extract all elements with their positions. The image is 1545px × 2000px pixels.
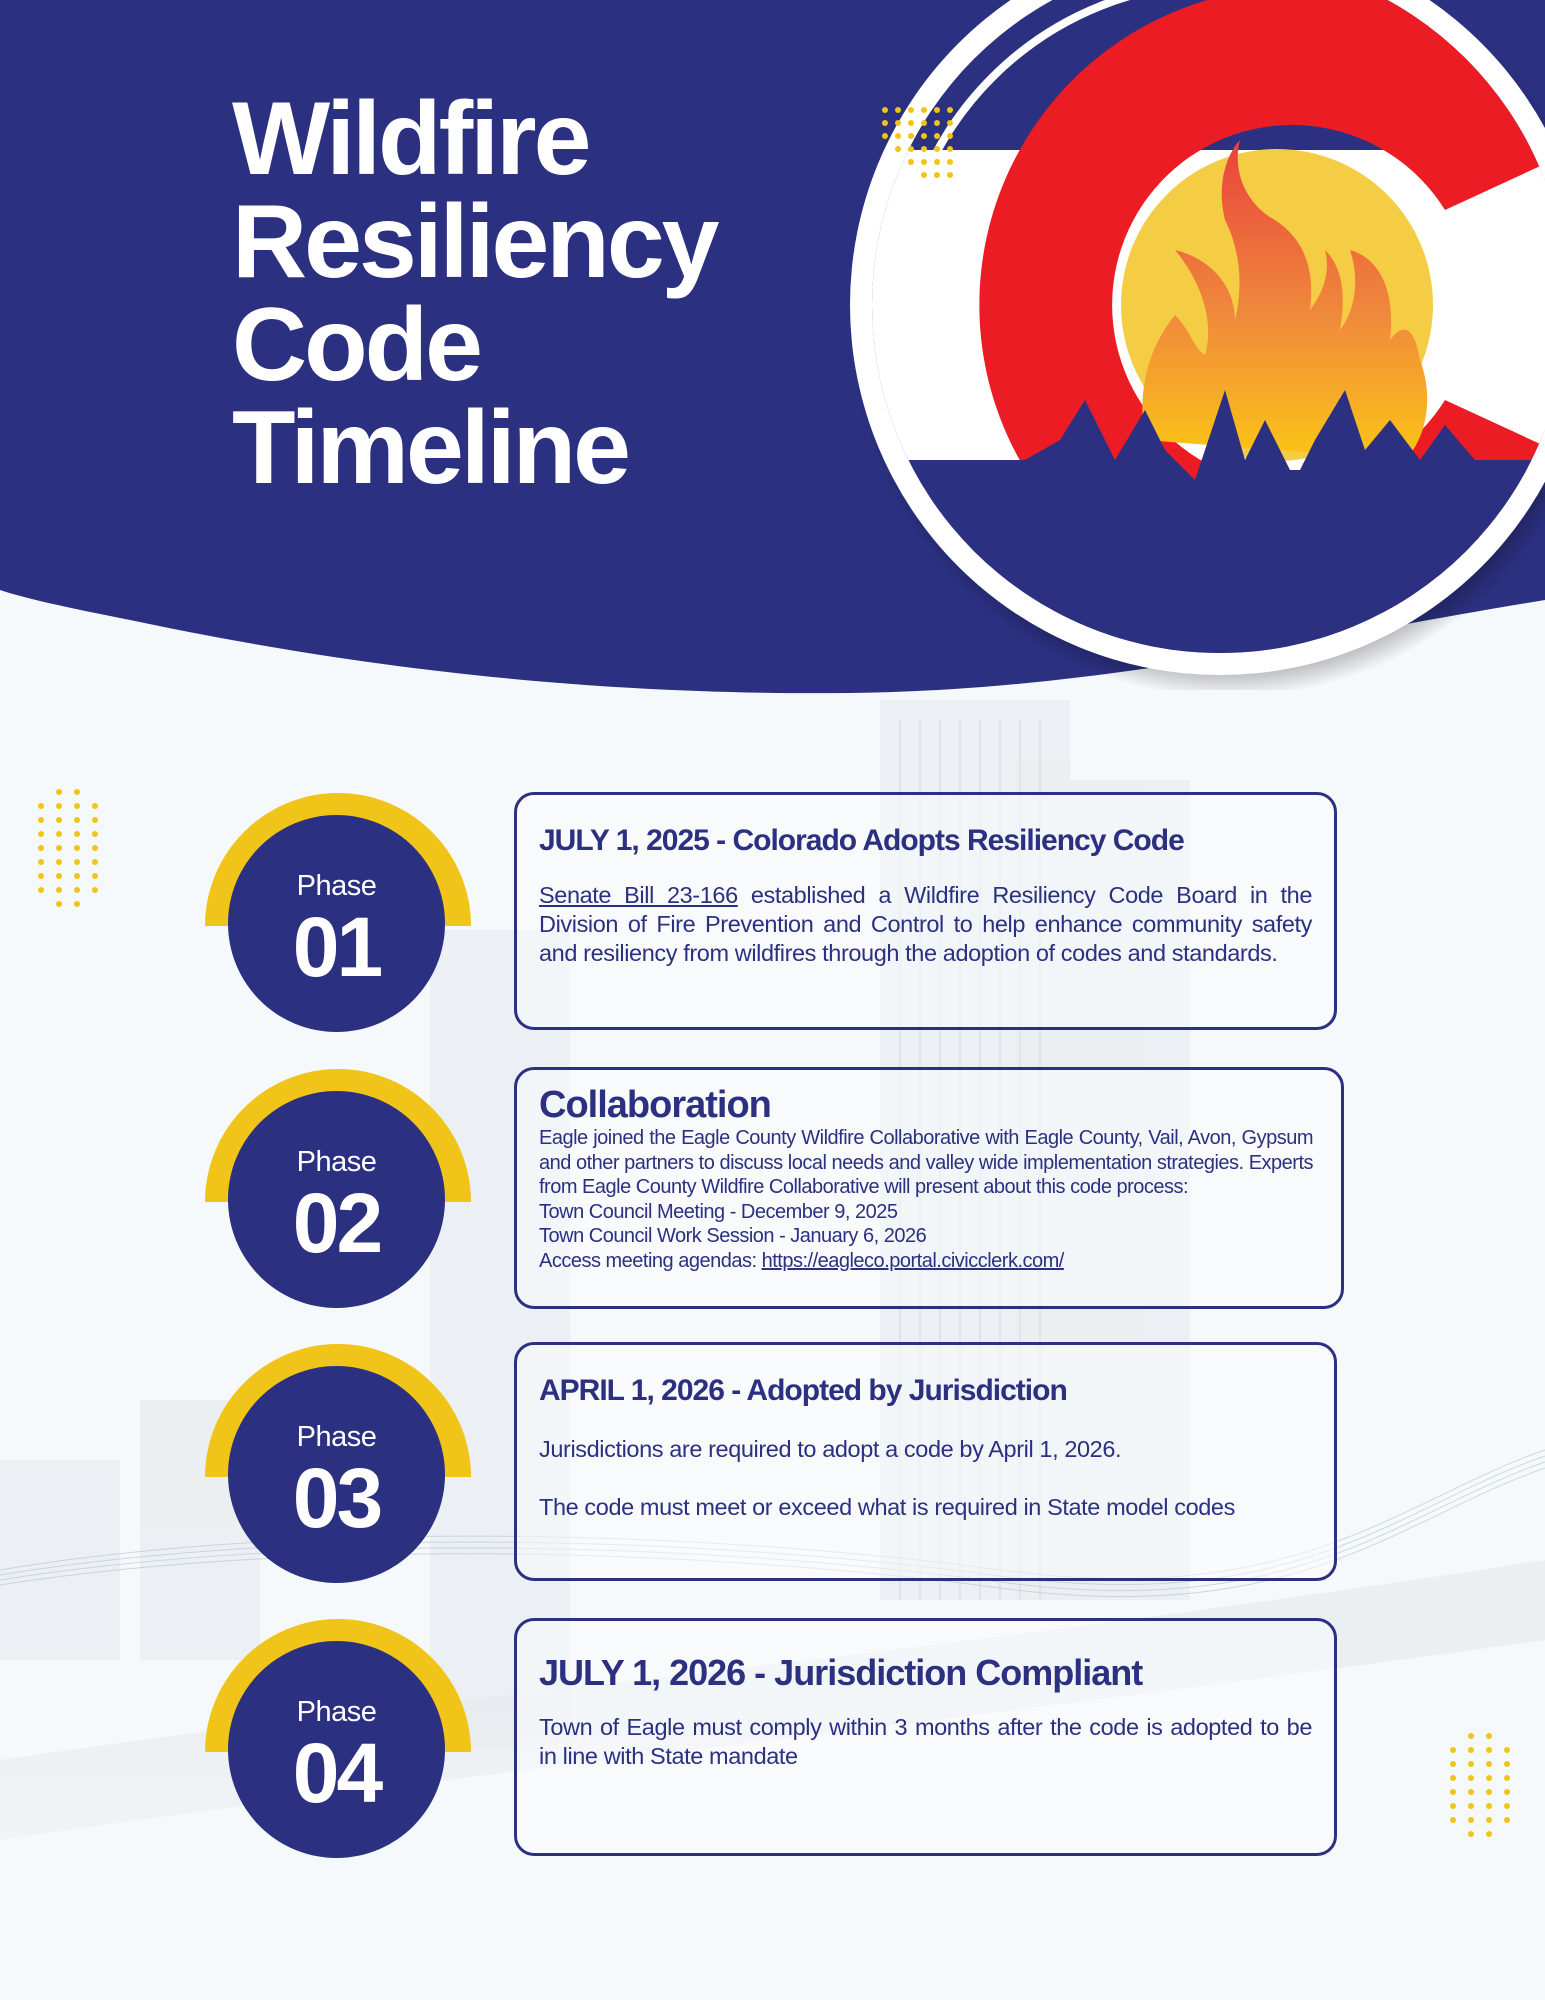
flame-logo-icon: [845, 0, 1545, 690]
title-line-3: Code: [232, 287, 480, 403]
agenda-link[interactable]: https://eagleco.portal.civicclerk.com/: [761, 1249, 1064, 1272]
phase-label: Phase: [296, 870, 377, 902]
phase-card-03: [514, 1342, 1337, 1581]
card-body-text: The code must meet or exceed what is required in State model codes: [539, 1494, 1235, 1520]
card-title: JULY 1, 2025 - Colorado Adopts Resiliency Code: [539, 824, 1184, 857]
phase-card-02: [514, 1067, 1344, 1309]
decorative-dots-top: [882, 107, 954, 178]
phase-label: Phase: [296, 1146, 377, 1178]
card-title: JULY 1, 2026 - Jurisdiction Compliant: [539, 1652, 1143, 1693]
phase-circle: [228, 1366, 445, 1583]
card-title: APRIL 1, 2026 - Adopted by Jurisdiction: [539, 1374, 1067, 1407]
title-line-4: Timeline: [232, 390, 629, 506]
phase-badge-01: [205, 793, 471, 1053]
meeting-item: Town Council Work Session - January 6, 2026: [539, 1225, 927, 1247]
phase-card-04: [514, 1618, 1337, 1856]
decorative-dots-right: [1450, 1733, 1511, 1837]
phase-circle: [228, 815, 445, 1032]
title-line-2: Resiliency: [232, 184, 717, 300]
title-line-1: Wildfire: [232, 81, 589, 197]
card-body-text: Eagle joined the Eagle County Wildfire Collaborative with Eagle County, Vail, Avon, Gypsum and other partners to discuss local needs and valley wide implementation strategies. Experts from Eagle County Wildfire Collaborative will present about this code process:: [539, 1127, 1313, 1198]
card-body: [539, 1435, 1312, 1522]
senate-bill-link[interactable]: Senate Bill 23-166: [539, 882, 738, 908]
phase-card-01: [514, 792, 1337, 1030]
phase-number: 03: [292, 1451, 381, 1545]
phase-number: 04: [292, 1726, 381, 1820]
phase-badge-04: [205, 1619, 471, 1879]
meeting-item: Town Council Meeting - December 9, 2025: [539, 1200, 898, 1223]
card-body-text: established a Wildfire Resiliency Code Board in the Division of Fire Prevention and Control to help enhance community safety and resiliency from wildfires through the adoption of codes and standards.: [539, 882, 1312, 966]
phase-label: Phase: [296, 1696, 377, 1728]
card-body: [539, 1126, 1313, 1273]
page-title: [232, 81, 717, 506]
phase-number: 02: [292, 1176, 381, 1270]
phase-circle: [228, 1091, 445, 1308]
phase-label: Phase: [296, 1421, 377, 1453]
colorado-wildfire-logo: [845, 0, 1545, 690]
card-title: Collaboration: [539, 1084, 771, 1126]
phase-badge-02: [205, 1069, 471, 1329]
phase-number: 01: [292, 900, 381, 994]
phase-badge-03: [205, 1344, 471, 1604]
card-body: [539, 881, 1312, 968]
card-body-text: Town of Eagle must comply within 3 months after the code is adopted to be in line with State mandate: [539, 1714, 1312, 1769]
card-body: [539, 1713, 1312, 1771]
card-body-text: Jurisdictions are required to adopt a code by April 1, 2026.: [539, 1436, 1122, 1462]
agenda-label: Access meeting agendas:: [539, 1249, 762, 1272]
decorative-dots-left: [38, 789, 99, 907]
phase-circle: [228, 1641, 445, 1858]
